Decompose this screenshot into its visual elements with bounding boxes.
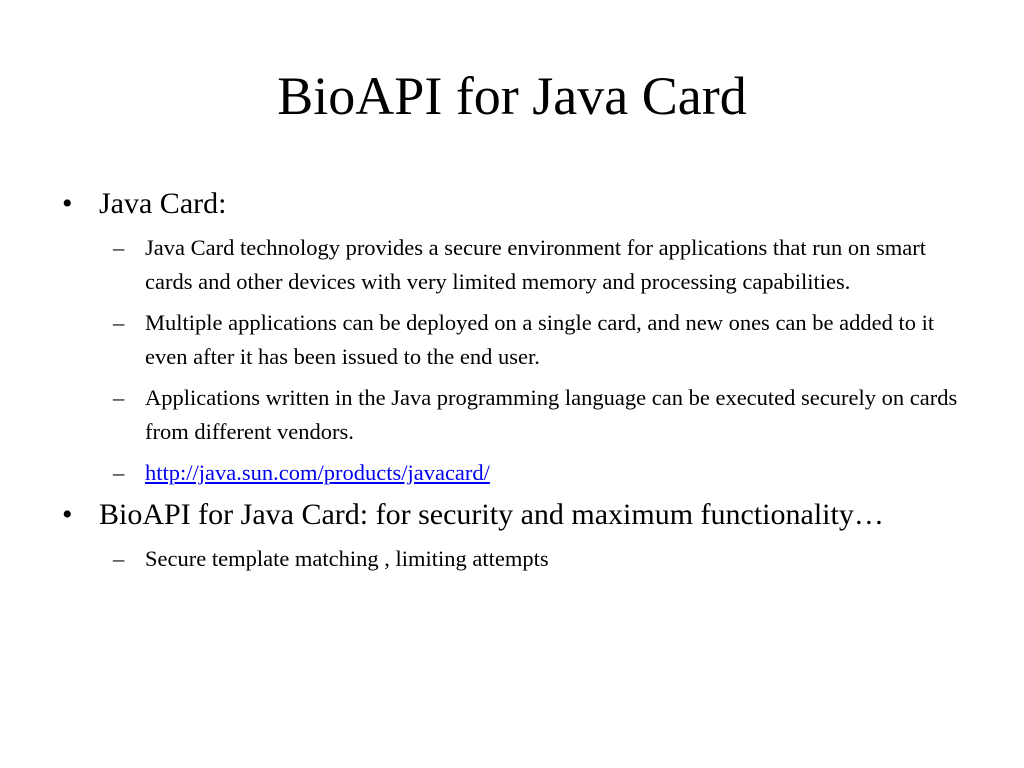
sub-bullet-text: Applications written in the Java programming language can be executed securely on cards from different vendors. xyxy=(145,385,958,444)
dash-icon: – xyxy=(113,385,125,410)
sub-bullet-item xyxy=(62,306,972,374)
bullet-icon: • xyxy=(62,498,73,531)
sub-bullet-item xyxy=(62,231,972,299)
sub-bullet-text: Secure template matching , limiting attempts xyxy=(145,546,549,571)
slide-title: BioAPI for Java Card xyxy=(277,66,747,126)
dash-icon: – xyxy=(113,546,125,571)
sub-bullet-text: Java Card technology provides a secure environment for applications that run on smart cards and other devices with very limited memory and processing capabilities. xyxy=(145,235,927,294)
bullet-bioapi-java-card xyxy=(62,497,972,533)
sub-bullet-text: Multiple applications can be deployed on a single card, and new ones can be added to it even after it has been issued to the end user. xyxy=(145,310,935,369)
dash-icon: – xyxy=(113,235,125,260)
sub-bullet-link-item xyxy=(62,456,972,490)
slide-body xyxy=(62,186,972,583)
javacard-link[interactable]: http://java.sun.com/products/javacard/ xyxy=(145,460,490,485)
bullet-text: BioAPI for Java Card: for security and maximum functionality… xyxy=(99,498,884,531)
sub-bullet-item xyxy=(62,542,972,576)
sub-bullet-item xyxy=(62,381,972,449)
dash-icon: – xyxy=(113,460,125,485)
bullet-text: Java Card: xyxy=(99,187,227,220)
bullet-icon: • xyxy=(62,187,73,220)
bullet-java-card xyxy=(62,186,972,222)
dash-icon: – xyxy=(113,310,125,335)
